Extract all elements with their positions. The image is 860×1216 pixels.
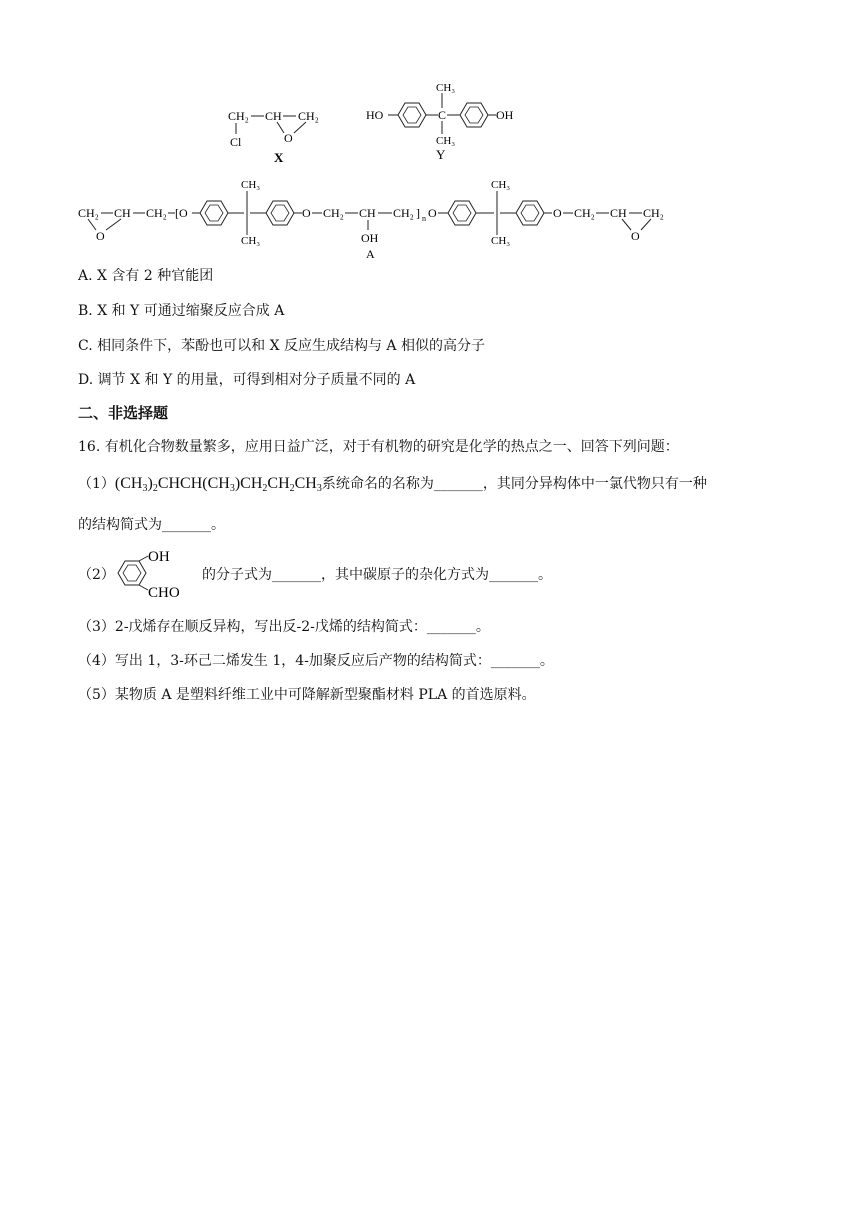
x-label: X — [274, 150, 284, 165]
x-ch: CH — [265, 109, 282, 123]
formula-sub-a: 3 — [142, 483, 148, 494]
question-16-part-4: （4）写出 1，3-环己二烯发生 1，4-加聚反应后产物的结构简式：_______。 — [78, 653, 554, 669]
y-ho: HO — [366, 108, 384, 122]
a-ch-3: CH — [610, 206, 627, 220]
question-16-part-5: （5）某物质 A 是塑料纤维工业中可降解新型聚酯材料 PLA 的首选原料。 — [78, 687, 536, 703]
a-ch-1: CH — [114, 206, 131, 220]
option-d: D. 调节 X 和 Y 的用量，可得到相对分子质量不同的 A — [78, 372, 416, 388]
formula-seg-e: CH — [267, 475, 290, 492]
formula-seg-c: CHCH(CH — [157, 475, 230, 492]
a-ch-2: CH — [359, 206, 376, 220]
a-ch2-3: CH₂ — [323, 206, 344, 220]
x-ch2-left: CH₂ — [228, 109, 249, 123]
option-a: A. X 含有 2 种官能团 — [78, 268, 214, 284]
x-oxygen: O — [284, 131, 293, 145]
question-16-part-1-continued: 的结构简式为_______。 — [78, 517, 225, 533]
a-ch2-2: CH₂ — [146, 206, 167, 220]
part-2-prefix: （2） — [78, 567, 115, 583]
question-16-intro: 16. 有机化合物数量繁多，应用日益广泛，对于有机物的研究是化学的热点之一、回答下列问题： — [78, 439, 679, 455]
a-oh: OH — [361, 231, 379, 245]
structure-y — [362, 78, 532, 168]
formula-sub-d: 2 — [262, 483, 268, 494]
formula-sub-f: 3 — [316, 483, 322, 494]
y-ch3-bottom: CH₃ — [436, 135, 456, 147]
a-ch3-b: CH₃ — [241, 235, 261, 247]
a-ch2-5: CH₂ — [574, 206, 595, 220]
formula-sub-e: 2 — [289, 483, 295, 494]
a-o-mid: O — [302, 206, 311, 220]
a-bracket-o: [O — [175, 206, 188, 220]
question-16-part-1 — [78, 474, 707, 499]
a-n-subscript: n — [422, 214, 426, 223]
formula-sub-b: 2 — [152, 483, 158, 494]
a-bracket-close: ] — [416, 206, 420, 220]
formula-seg-f: CH — [294, 475, 317, 492]
y-label: Y — [436, 147, 446, 162]
structure-a — [76, 174, 686, 264]
question-16-part-3: （3）2-戊烯存在顺反异构，写出反-2-戊烯的结构简式：_______。 — [78, 619, 490, 635]
part-1-text: 系统命名的名称为_______，其同分异构体中一氯代物只有一种 — [321, 476, 707, 492]
a-ch3-c: CH₃ — [491, 179, 511, 191]
part-1-formula — [115, 475, 322, 492]
x-chlorine: Cl — [230, 135, 242, 149]
a-ch2-6: CH₂ — [643, 206, 664, 220]
a-label: A — [366, 247, 375, 261]
a-ch2-1: CH₂ — [78, 206, 99, 220]
formula-seg-a: (CH — [114, 475, 143, 492]
y-oh: OH — [496, 108, 514, 122]
y-c: C — [438, 108, 447, 122]
y-ch3-top: CH₃ — [436, 82, 456, 94]
section-heading: 二、非选择题 — [78, 404, 169, 422]
a-o-ring2: O — [631, 229, 640, 243]
salicylaldehyde-structure — [112, 546, 202, 600]
a-ch3-d: CH₃ — [491, 235, 511, 247]
a-o-2: O — [428, 206, 437, 220]
a-o-3: O — [553, 206, 562, 220]
a-ch2-4: CH₂ — [393, 206, 414, 220]
a-ch3-a: CH₃ — [241, 179, 261, 191]
formula-sub-c: 3 — [229, 483, 235, 494]
option-c: C. 相同条件下，苯酚也可以和 X 反应生成结构与 A 相似的高分子 — [78, 338, 485, 354]
part-1-prefix: （1） — [78, 476, 115, 492]
a-o-ring1: O — [96, 229, 105, 243]
salicylaldehyde-oh: OH — [148, 549, 170, 565]
x-ch2-right: CH₂ — [298, 109, 319, 123]
option-b: B. X 和 Y 可通过缩聚反应合成 A — [78, 303, 285, 319]
formula-seg-d: )CH — [234, 475, 263, 492]
formula-seg-b: ) — [147, 475, 153, 492]
question-16-part-2: 的分子式为_______，其中碳原子的杂化方式为_______。 — [202, 567, 552, 583]
structure-x — [220, 100, 340, 170]
salicylaldehyde-cho: CHO — [148, 585, 180, 600]
